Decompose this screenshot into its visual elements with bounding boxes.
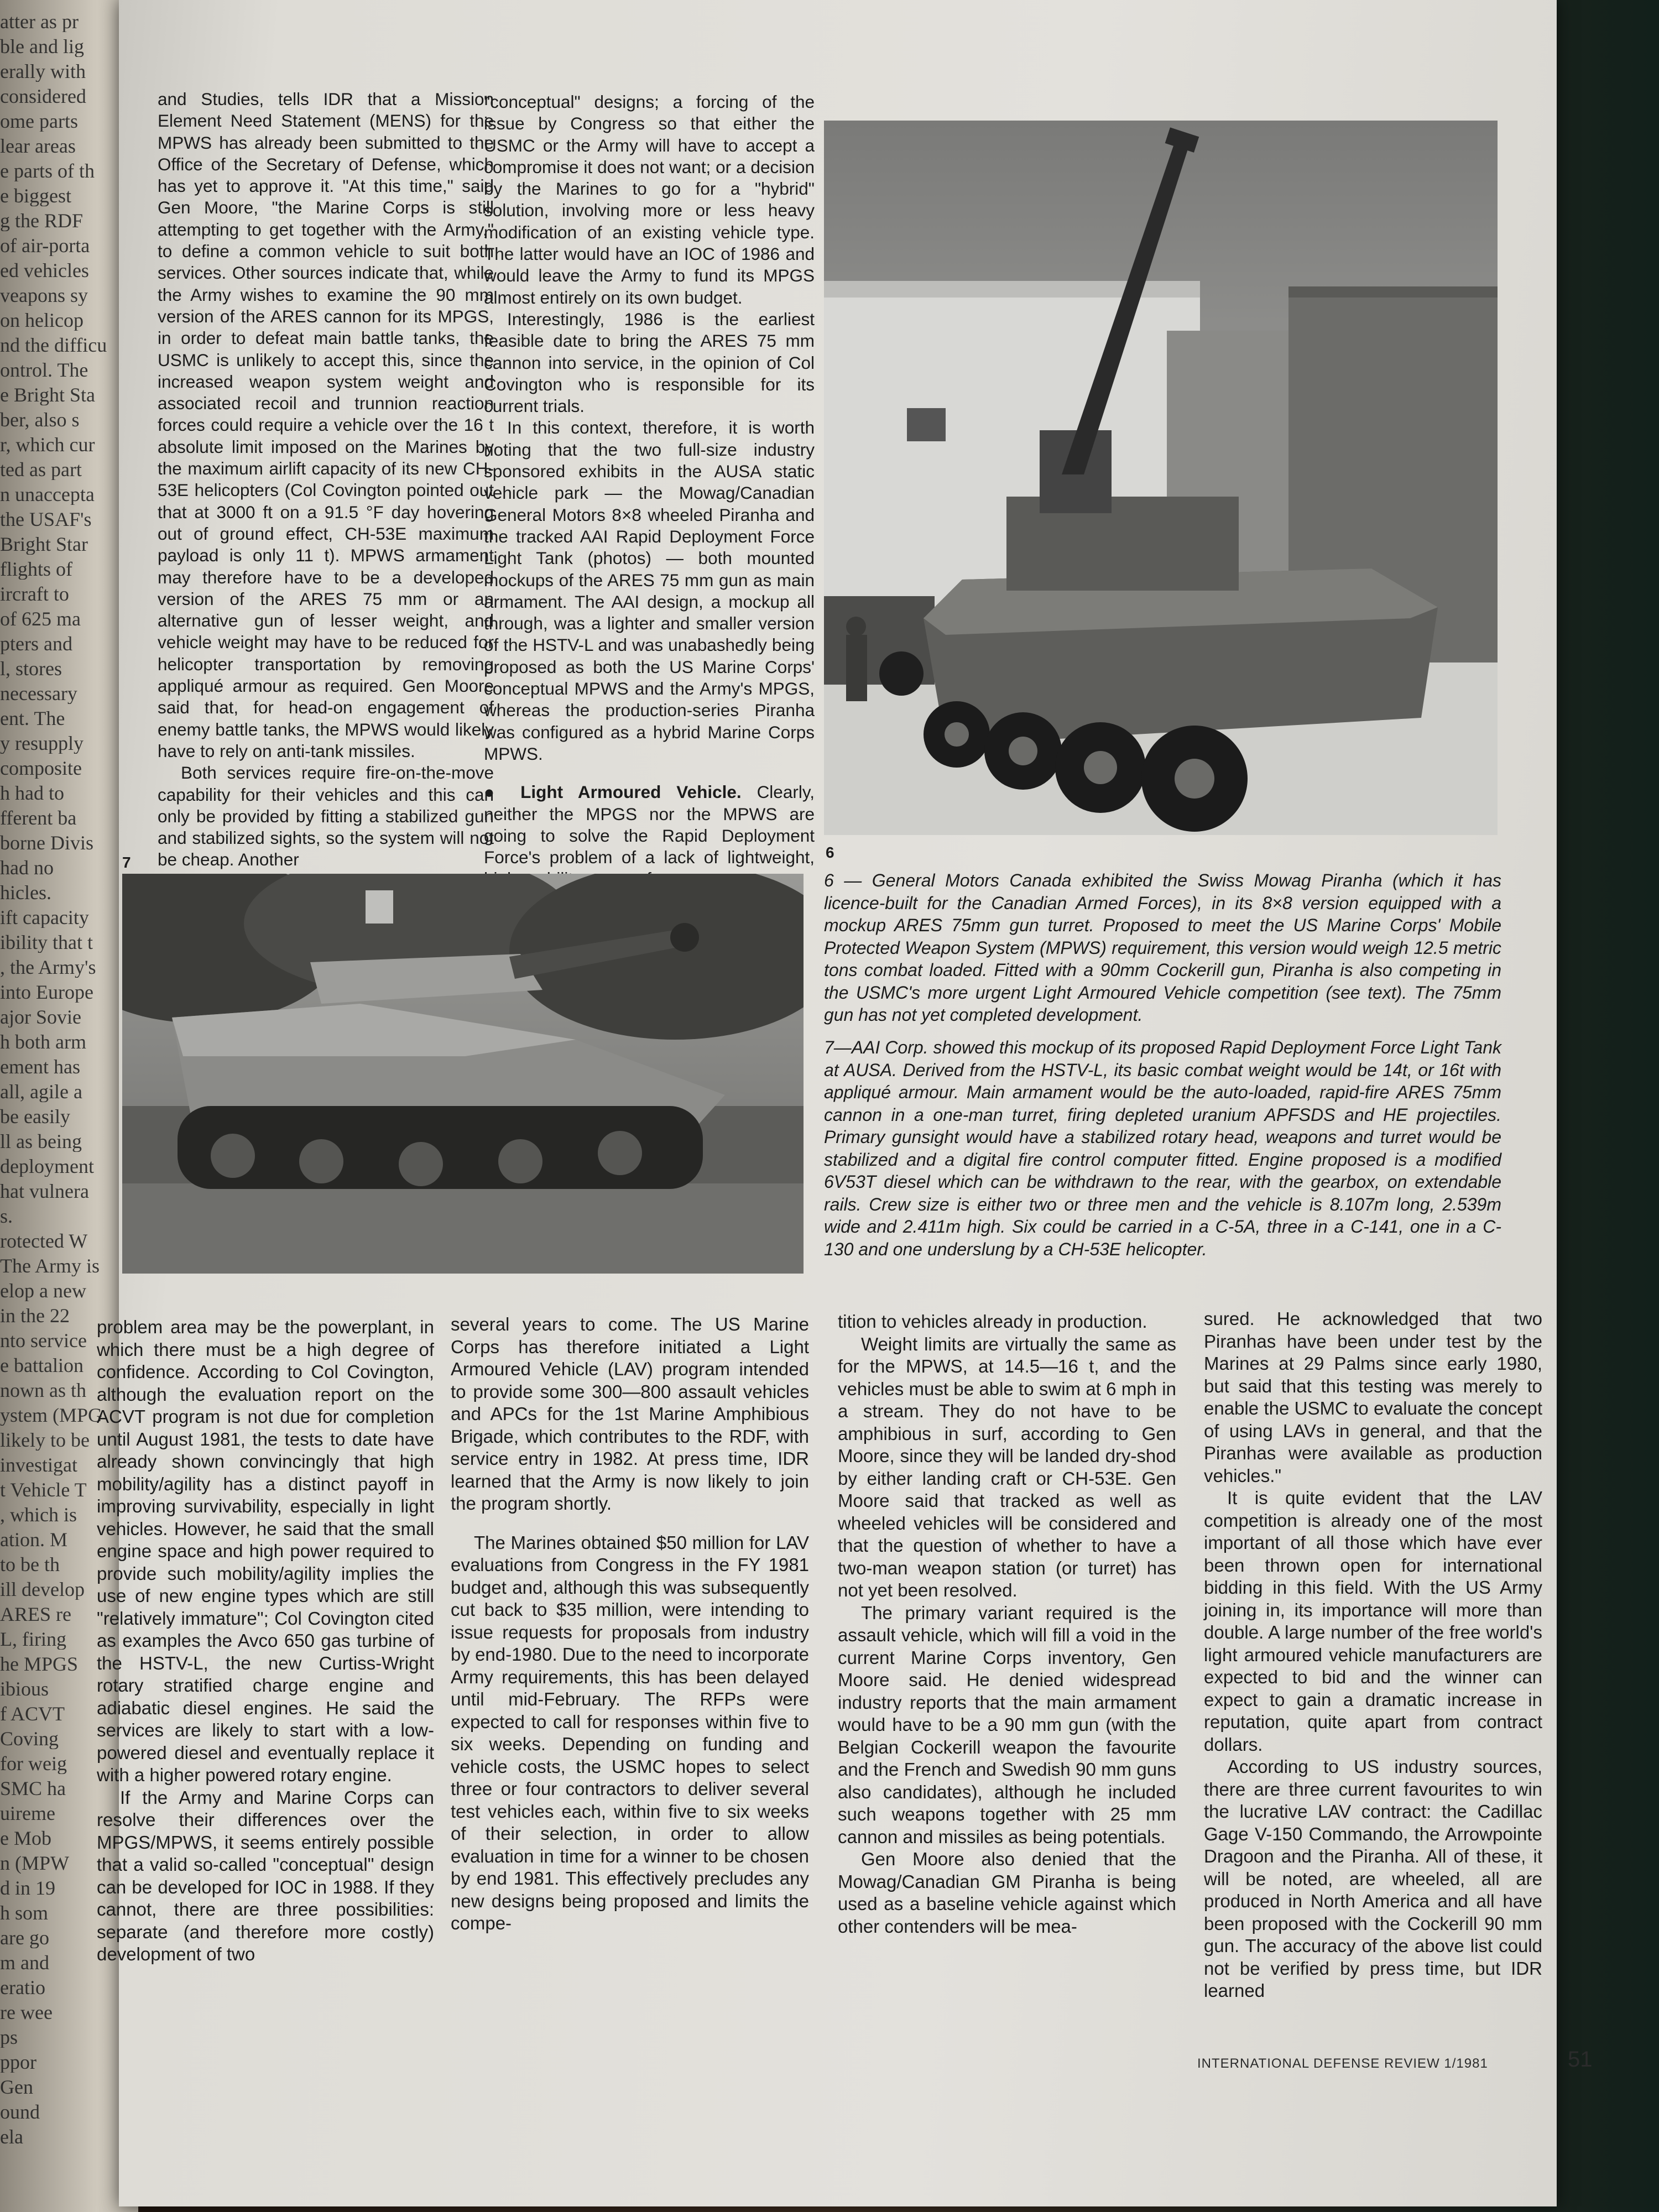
paragraph: If the Army and Marine Corps can resolve their differences over the MPGS/MPWS, it seems entirely possible that a valid so-called "conceptual" design can be developed for IOC in 1988. If they cannot, there are three possibilities: separate (and therefore more costly) development of two xyxy=(97,1787,434,1964)
previous-page-text-fragment: ll as being xyxy=(0,1131,82,1152)
previous-page-text-fragment: , the Army's xyxy=(0,957,96,978)
previous-page-text-fragment: d in 19 xyxy=(0,1877,56,1898)
photo-piranha-vehicle xyxy=(824,121,1498,835)
previous-page-text-fragment: Bright Star xyxy=(0,534,88,555)
previous-page-text-fragment: of 625 ma xyxy=(0,608,81,629)
previous-page-text-fragment: veapons sy xyxy=(0,285,88,306)
previous-page-text-fragment: n (MPW xyxy=(0,1853,69,1874)
previous-page-text-fragment: hicles. xyxy=(0,882,51,903)
previous-page-text-fragment: The Army is xyxy=(0,1255,100,1276)
paragraph: The primary variant required is the assault vehicle, which will fill a void in the current Marine Corps inventory, Gen Moore said. He denied widespread industry reports that the main armament would have to be a 90 mm gun (with the Belgian Cockerill weapon the favourite and the French and Swedish 90 mm guns also candidates), although he included such weapons together with 25 mm cannon and missiles as being potentials. xyxy=(838,1602,1176,1847)
previous-page-text-fragment: borne Divis xyxy=(0,832,93,853)
figure-number-6: 6 xyxy=(826,844,834,861)
previous-page-text-fragment: the USAF's xyxy=(0,509,92,530)
previous-page-text-fragment: flights of xyxy=(0,559,72,580)
previous-page-text-fragment: deployment xyxy=(0,1156,94,1177)
previous-page-text-fragment: nd the difficu xyxy=(0,335,107,356)
bottom-column-2 xyxy=(451,1313,809,1935)
previous-page-text-fragment: lear areas xyxy=(0,135,76,156)
previous-page-text-fragment: ent. The xyxy=(0,708,65,729)
previous-page-text-fragment: eratio xyxy=(0,1977,45,1998)
paragraph: problem area may be the powerplant, in which there must be a high degree of confidence. According to Col Covington, although the evaluation report on the ACVT program is not due for completion until August 1981, the tests to date have already shown convincingly that high mobility/agility has a distinct payoff in improving survivability, especially in light vehicles. However, he said that the small engine space and high power required to provide such mobility/agility implies the use of new engine types which are still "relatively immature"; Col Covington cited as examples the Avco 650 gas turbine of the HSTV-L, the new Curtiss-Wright rotary stratified charge engine and adiabatic diesel engines. He said the services are likely to start with a low-powered diesel and eventually replace it with a higher powered rotary engine. xyxy=(97,1317,434,1785)
previous-page-text-fragment: ation. M xyxy=(0,1529,67,1550)
previous-page-text-fragment: of air-porta xyxy=(0,235,90,256)
previous-page-text-fragment: ps xyxy=(0,2027,18,2048)
previous-page-text-fragment: e parts of th xyxy=(0,160,95,181)
magazine-page xyxy=(97,0,1593,2206)
figure-number-7: 7 xyxy=(122,854,131,871)
previous-page-text-fragment: h som xyxy=(0,1902,49,1923)
previous-page-text-fragment: fferent ba xyxy=(0,807,77,828)
previous-page-text-fragment: are go xyxy=(0,1927,49,1948)
photo-aai-light-tank xyxy=(122,874,804,1274)
bottom-column-4 xyxy=(1204,1308,1542,2002)
previous-page-text-fragment: Gen xyxy=(0,2077,33,2098)
bottom-column-3 xyxy=(838,1311,1176,1938)
paragraph: Interestingly, 1986 is the earliest feasible date to bring the ARES 75 mm cannon into service, in the opinion of Col Covington who is responsible for its current trials. xyxy=(484,309,815,416)
caption-figure-7: 7—AAI Corp. showed this mockup of its proposed Rapid Deployment Force Light Tank at AUSA. Derived from the HSTV-L, its basic combat weight would be 14t, or 16t with appliqué armour. Main armament would be the auto-loaded, rapid-fire ARES 75mm cannon in a one-man turret, firing depleted uranium APFSDS and HE projectiles. Primary gunsight would have a stabilized rotary head, weapons and turret would be stabilized and a digital fire control computer fitted. Engine proposed is a modified 6V53T diesel which can be withdrawn to the rear, with the gearbox, on extendable rails. Crew size is either two or three men and the vehicle is 8.107m long, 2.539m wide and 2.411m high. Six could be carried in a C-5A, three in a C-141, one in a C-130 and one underslung by a CH-53E helicopter. xyxy=(824,1037,1501,1259)
paragraph: tition to vehicles already in production. xyxy=(838,1311,1147,1332)
paragraph: According to US industry sources, there are three current favourites to win the lucrative LAV contract: the Cadillac Gage V-150 Commando, the Arrowpointe Dragoon and the Piranha. All of these, it will be noted, are wheeled, all are produced in North America and all have been proposed with the Cockerill 90 mm gun. The accuracy of the above list could not be verified by press time, but IDR learned xyxy=(1204,1756,1542,2001)
previous-page-text-fragment: ystem (MPG xyxy=(0,1405,103,1426)
previous-page-text-fragment: e biggest xyxy=(0,185,71,206)
previous-page-text-fragment: ill develop xyxy=(0,1579,85,1600)
previous-page-text-fragment: nown as th xyxy=(0,1380,86,1401)
previous-page-text-fragment: to be th xyxy=(0,1554,60,1575)
paragraph: "conceptual" designs; a forcing of the issue by Congress so that either the USMC or the Army will have to accept a compromise it does not want; or a decision by the Marines to go for a "hybrid" solution, involving more or less heavy modification of an existing vehicle type. The latter would have an IOC of 1986 and would leave the Army to fund its MPGS almost entirely on its own budget. xyxy=(484,92,815,307)
tank-photo-graphic xyxy=(122,874,804,1274)
previous-page-text-fragment: t Vehicle T xyxy=(0,1479,87,1500)
previous-page-text-fragment: SMC ha xyxy=(0,1778,66,1799)
previous-page-text-fragment: re wee xyxy=(0,2002,53,2023)
previous-page-text-fragment: uireme xyxy=(0,1803,55,1824)
paragraph: Both services require fire-on-the-move capability for their vehicles and this can only be provided by fitting a stabilized gun and stabilized sights, so the system will not be cheap. Another xyxy=(158,763,494,870)
previous-page-text-fragment: , which is xyxy=(0,1504,77,1525)
top-column-1 xyxy=(158,88,494,871)
caption-figure-6: 6 — General Motors Canada exhibited the Swiss Mowag Piranha (which it has licence-built for the Canadian Armed Forces), in its 8×8 version equipped with a mockup ARES 75mm gun turret. Proposed to meet the US Marine Corps' Mobile Protected Weapon System (MPWS) requirement, this version would weigh 12.5 metric tons combat loaded. Fitted with a 90mm Cockerill gun, Piranha is also competing in the USMC's more urgent Light Armoured Vehicle competition (see text). The 75mm gun has not yet completed development. xyxy=(824,870,1501,1025)
paragraph: and Studies, tells IDR that a Mission Element Need Statement (MENS) for the MPWS has already been submitted to the Office of the Secretary of Defense, which has yet to approve it. "At this time," said Gen Moore, "the Marine Corps is still attempting to get together with the Army," to define a common vehicle to suit both services. Other sources indicate that, while the Army wishes to examine the 90 mm version of the ARES cannon for its MPGS, in order to defeat main battle tanks, the USMC is unlikely to accept this, since the increased weapon system weight and associated recoil and trunnion reaction forces could require a vehicle over the 16 t absolute limit imposed on the Marines by the maximum airlift capacity of its new CH-53E helicopters (Col Covington pointed out that at 3000 ft on a 91.5 °F day hovering out of ground effect, CH-53E maximum payload is only 11 t). MPWS armament may therefore have to be a developed version of the ARES 75 mm or an alternative gun of lesser weight, and vehicle weight may have to be reduced for helicopter transportation by removing appliqué armour as required. Gen Moore said that, for head-on engagement of enemy battle tanks, the MPWS would likely have to rely on anti-tank missiles. xyxy=(158,89,494,761)
previous-page-text-fragment: on helicop xyxy=(0,310,84,331)
previous-page-text-fragment: all, agile a xyxy=(0,1081,82,1102)
previous-page-text-fragment: atter as pr xyxy=(0,11,79,32)
section-heading: Light Armoured Vehicle. xyxy=(520,782,742,802)
paragraph: sured. He acknowledged that two Piranhas have been under test by the Marines at 29 Palms since early 1980, but said that this testing was merely to enable the USMC to evaluate the concept of using LAVs in general, and that the Piranhas were available as production vehicles." xyxy=(1204,1308,1542,1486)
previous-page-text-fragment: ibious xyxy=(0,1678,49,1699)
top-column-2 xyxy=(484,91,815,890)
previous-page-text-fragment: e battalion xyxy=(0,1355,84,1376)
previous-page-text-fragment: e Mob xyxy=(0,1828,51,1849)
previous-page-text-fragment: erally with xyxy=(0,61,86,82)
previous-page-text-fragment: r, which cur xyxy=(0,434,95,455)
magazine-footer: INTERNATIONAL DEFENSE REVIEW 1/1981 xyxy=(1197,2056,1488,2071)
previous-page-text-fragment: for weig xyxy=(0,1753,67,1774)
previous-page-text-fragment: hat vulnera xyxy=(0,1181,89,1202)
previous-page-text-fragment: ber, also s xyxy=(0,409,80,430)
previous-page-text-fragment: ound xyxy=(0,2101,40,2122)
previous-page-text-fragment: ajor Sovie xyxy=(0,1006,81,1027)
previous-page-text-fragment: pters and xyxy=(0,633,72,654)
previous-page-text-fragment: g the RDF xyxy=(0,210,84,231)
previous-page-text-fragment: m and xyxy=(0,1952,49,1973)
previous-page-text-fragment: nto service xyxy=(0,1330,87,1351)
previous-page-text-fragment: L, firing xyxy=(0,1629,66,1650)
previous-page-text-fragment: ela xyxy=(0,2126,23,2147)
piranha-photo-graphic xyxy=(824,121,1498,835)
paragraph: In this context, therefore, it is worth noting that the two full-size industry sponsored exhibits in the AUSA static vehicle park — the Mowag/Canadian General Motors 8×8 wheeled Piranha and the tracked AAI Rapid Deployment Force Light Tank (photos) — both mounted mockups of the ARES 75 mm gun as main armament. The AAI design, a mockup all through, was a lighter and smaller version of the HSTV-L and was unabashedly being proposed as both the US Marine Corps' conceptual MPWS and the Army's MPGS, whereas the production-series Piranha was configured as a hybrid Marine Corps MPWS. xyxy=(484,418,815,764)
paragraph: several years to come. The US Marine Corps has therefore initiated a Light Armoured Vehicle (LAV) program intended to provide some 300—800 assault vehicles and APCs for the 1st Marine Amphibious Brigade, which contributes to the RDF, with service entry in 1982. At press time, IDR learned that the Army is now likely to join the program shortly. xyxy=(451,1314,809,1514)
previous-page-text-fragment: h had to xyxy=(0,782,64,804)
previous-page-text-fragment: l, stores xyxy=(0,658,62,679)
previous-page-text-fragment: ed vehicles xyxy=(0,260,89,281)
previous-page-text-fragment: considered xyxy=(0,86,86,107)
previous-page-text-fragment: ome parts xyxy=(0,111,78,132)
previous-page-text-fragment: investigat xyxy=(0,1454,77,1475)
bottom-column-1 xyxy=(97,1316,434,1966)
previous-page-text-fragment: ement has xyxy=(0,1056,80,1077)
previous-page-text-fragment: into Europe xyxy=(0,982,93,1003)
previous-page-text-fragment: ibility that t xyxy=(0,932,93,953)
paragraph: Gen Moore also denied that the Mowag/Canadian GM Piranha is being used as a baseline vehicle against which other contenders will be mea- xyxy=(838,1849,1176,1937)
previous-page-text-fragment: n unaccepta xyxy=(0,484,95,505)
previous-page-text-fragment: rotected W xyxy=(0,1230,88,1251)
previous-page-text-fragment: h both arm xyxy=(0,1031,86,1052)
previous-page-text-fragment: he MPGS xyxy=(0,1653,79,1674)
previous-page-text-fragment: composite xyxy=(0,758,82,779)
previous-page-text-fragment: s. xyxy=(0,1206,13,1227)
previous-page-text-fragment: e Bright Sta xyxy=(0,384,95,405)
paragraph-text: Clearly, neither the MPGS nor the MPWS are going to solve the Rapid Deployment Force's problem of a lack of lightweight, xyxy=(484,782,815,868)
previous-page-text-fragment: in the 22 xyxy=(0,1305,70,1326)
previous-page-text-fragment: ontrol. The xyxy=(0,359,88,380)
previous-page-text-fragment: ble and lig xyxy=(0,36,84,57)
previous-page-text-fragment: Coving xyxy=(0,1728,59,1749)
previous-page-text-fragment: ift capacity xyxy=(0,907,89,928)
previous-page-text-fragment: ARES re xyxy=(0,1604,71,1625)
previous-page-text-fragment: likely to be xyxy=(0,1430,90,1451)
previous-page-text-fragment: elop a new xyxy=(0,1280,86,1301)
previous-page-text-fragment: ppor xyxy=(0,2052,36,2073)
page-number: 51 xyxy=(1568,2047,1593,2072)
paragraph: Weight limits are virtually the same as for the MPWS, at 14.5—16 t, and the vehicles must be able to swim at 6 mph in a stream. They do not have to be amphibious in surf, according to Gen Moore, since they will be landed dry-shod by either landing craft or CH-53E. Gen Moore said that tracked as well as wheeled vehicles will be considered and that the question of whether to have a two-man weapon station (or turret) has not yet been resolved. xyxy=(838,1333,1176,1600)
previous-page-text-fragment: ircraft to xyxy=(0,583,69,604)
previous-page-text-fragment: ted as part xyxy=(0,459,82,480)
previous-page-text-fragment: y resupply xyxy=(0,733,84,754)
previous-page-text-fragment: be easily xyxy=(0,1106,70,1127)
previous-page-text-fragment: had no xyxy=(0,857,54,878)
paragraph: It is quite evident that the LAV competition is already one of the most important of all those which have ever been thrown open for international bidding in this field. With the US Army joining in, its importance will more than double. A large number of the free world's light armoured vehicle manufacturers are expected to bid and the winner can expect to gain a dramatic increase in reputation, quite apart from contract dollars. xyxy=(1204,1488,1542,1755)
paragraph: The Marines obtained $50 million for LAV evaluations from Congress in the FY 1981 budget and, although this was subsequently cut back to $35 million, were intending to issue requests for proposals from industry by end-1980. Due to the need to incorporate Army requirements, this has been delayed until mid-February. The RFPs were expected to call for responses within five to six weeks. Depending on funding and vehicle costs, the USMC hopes to select three or four contractors to deliver several test vehicles each, within five to six weeks of their selection, in order to allow evaluation in time for a winner to be chosen by end 1981. This effectively precludes any new designs being proposed and limits the compe- xyxy=(451,1532,809,1933)
previous-page-text-fragment: necessary xyxy=(0,683,77,704)
bullet-icon: ● xyxy=(484,782,521,802)
previous-page-text-fragment: f ACVT xyxy=(0,1703,65,1724)
